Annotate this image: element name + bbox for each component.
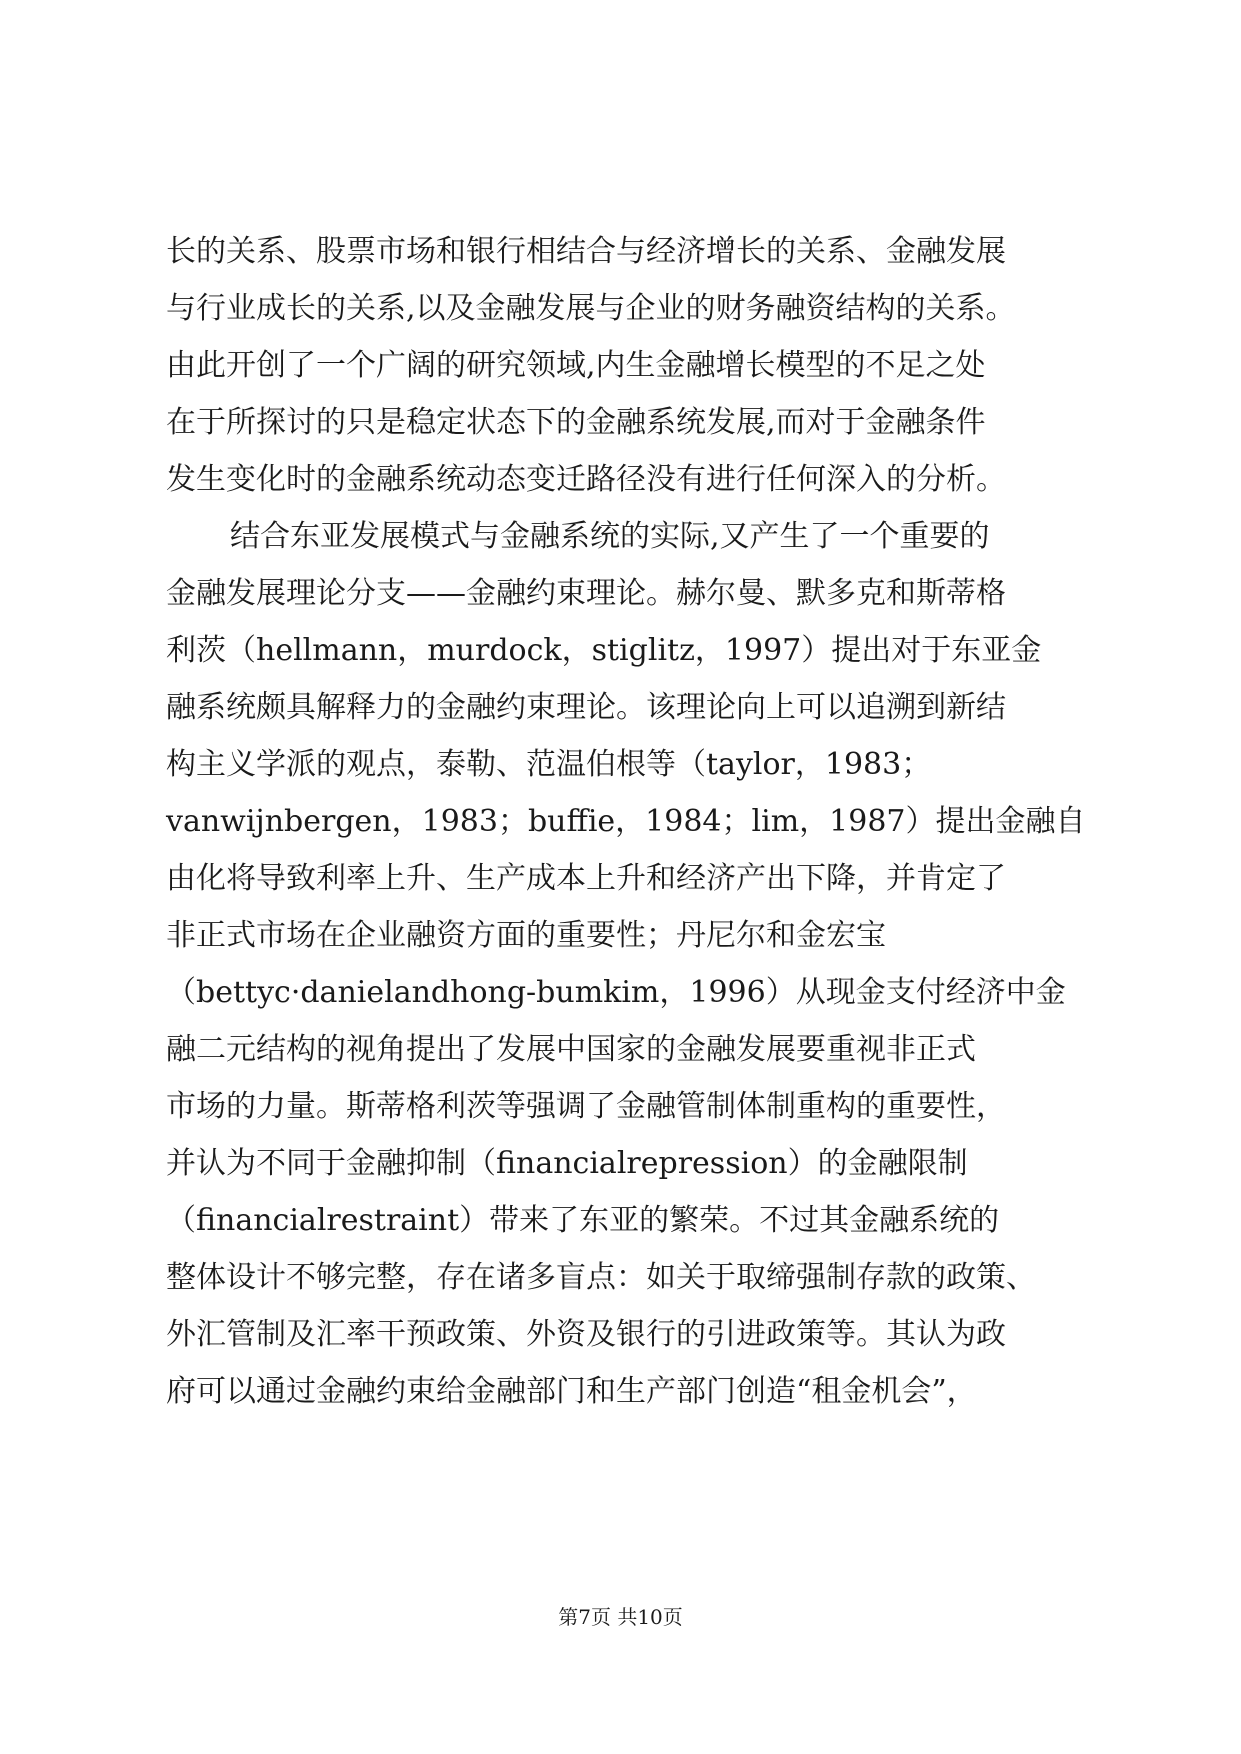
text-line: 融二元结构的视角提出了发展中国家的金融发展要重视非正式 bbox=[166, 1032, 976, 1067]
text-line: （financialrestraint）带来了东亚的繁荣。不过其金融系统的 bbox=[166, 1203, 1000, 1238]
text-line: 整体设计不够完整，存在诸多盲点：如关于取缔强制存款的政策、 bbox=[166, 1260, 1036, 1295]
text-line: 融系统颇具解释力的金融约束理论。该理论向上可以追溯到新结 bbox=[166, 690, 1006, 725]
text-line: 由化将导致利率上升、生产成本上升和经济产出下降，并肯定了 bbox=[166, 861, 1006, 896]
text-line: 府可以通过金融约束给金融部门和生产部门创造“租金机会”， bbox=[166, 1374, 977, 1409]
text-line: 并认为不同于金融抑制（financialrepression）的金融限制 bbox=[166, 1146, 968, 1181]
text-line: 长的关系、股票市场和银行相结合与经济增长的关系、金融发展 bbox=[166, 234, 1006, 269]
paragraph-start-line: 结合东亚发展模式与金融系统的实际,又产生了一个重要的 bbox=[230, 519, 990, 554]
text-line: 利茨（hellmann，murdock，stiglitz，1997）提出对于东亚金 bbox=[166, 633, 1042, 668]
text-line: 市场的力量。斯蒂格利茨等强调了金融管制体制重构的重要性， bbox=[166, 1089, 1006, 1124]
text-line: 外汇管制及汇率干预政策、外资及银行的引进政策等。其认为政 bbox=[166, 1317, 1006, 1352]
text-line: 发生变化时的金融系统动态变迁路径没有进行任何深入的分析。 bbox=[166, 462, 1006, 497]
text-line: 由此开创了一个广阔的研究领域,内生金融增长模型的不足之处 bbox=[166, 348, 986, 383]
text-line: vanwijnbergen，1983；buffie，1984；lim，1987）提出金融自 bbox=[166, 804, 1086, 839]
text-line: 金融发展理论分支——金融约束理论。赫尔曼、默多克和斯蒂格 bbox=[166, 576, 1006, 611]
text-line: 非正式市场在企业融资方面的重要性；丹尼尔和金宏宝 bbox=[166, 918, 886, 953]
text-line: 在于所探讨的只是稳定状态下的金融系统发展,而对于金融条件 bbox=[166, 405, 986, 440]
text-line: 构主义学派的观点，泰勒、范温伯根等（taylor，1983； bbox=[166, 747, 932, 782]
text-line: 与行业成长的关系,以及金融发展与企业的财务融资结构的关系。 bbox=[166, 291, 1016, 326]
text-line: （bettyc·danielandhong-bumkim，1996）从现金支付经济中金 bbox=[166, 975, 1066, 1010]
page-number-footer: 第7页 共10页 bbox=[558, 1605, 683, 1629]
